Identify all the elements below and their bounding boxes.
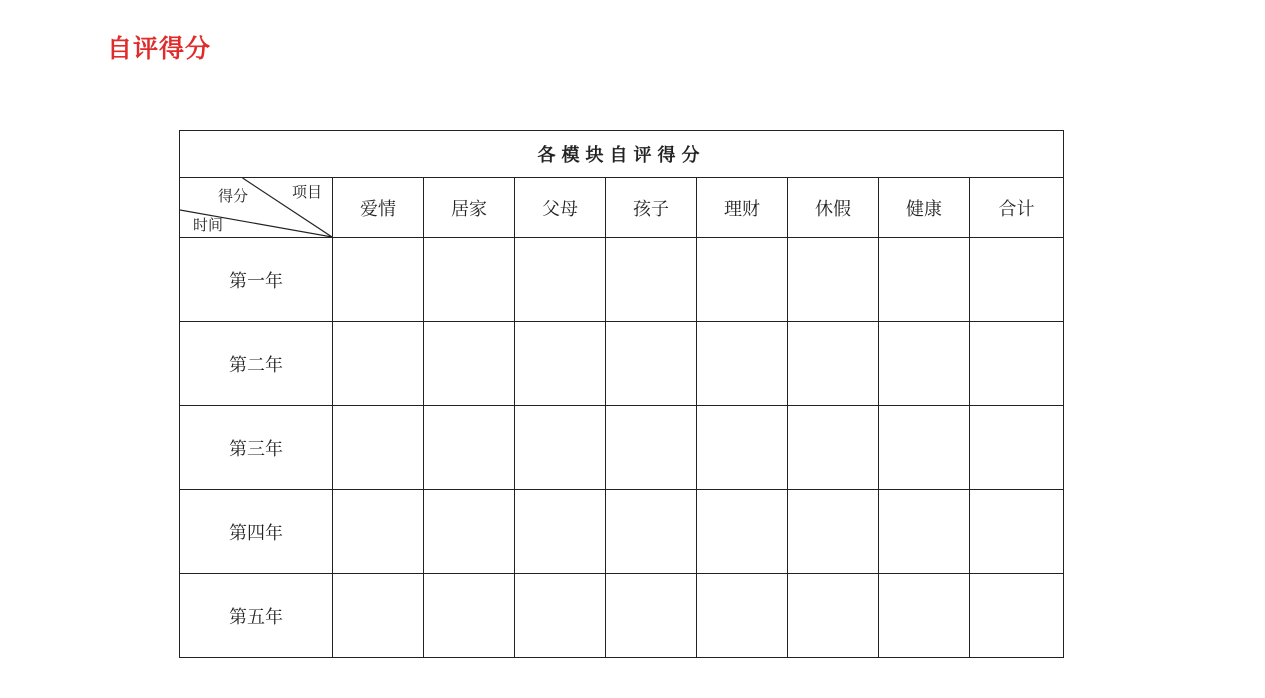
score-cell[interactable]: [606, 574, 697, 658]
score-cell[interactable]: [879, 238, 970, 322]
column-header-total: 合计: [970, 178, 1064, 238]
table-row: [180, 406, 1064, 490]
score-cell[interactable]: [333, 406, 424, 490]
table-body: [180, 238, 1064, 658]
score-cell[interactable]: [515, 490, 606, 574]
column-header-vacation: 休假: [788, 178, 879, 238]
score-cell[interactable]: [424, 574, 515, 658]
page-title: 自评得分: [107, 34, 212, 63]
score-cell[interactable]: [788, 238, 879, 322]
corner-time-label: 时间: [193, 216, 224, 234]
corner-score-label: 得分: [218, 187, 249, 205]
score-cell[interactable]: [697, 574, 788, 658]
score-cell[interactable]: [970, 406, 1064, 490]
score-cell[interactable]: [333, 238, 424, 322]
table-row: [180, 574, 1064, 658]
score-cell[interactable]: [788, 406, 879, 490]
column-header-parents: 父母: [515, 178, 606, 238]
score-cell[interactable]: [697, 238, 788, 322]
column-header-love: 爱情: [333, 178, 424, 238]
score-cell[interactable]: [333, 574, 424, 658]
score-cell[interactable]: [879, 322, 970, 406]
corner-header-cell: [180, 178, 333, 238]
table-title-row: [180, 131, 1064, 178]
score-cell[interactable]: [606, 322, 697, 406]
self-assessment-table: [179, 130, 1064, 658]
score-cell[interactable]: [606, 238, 697, 322]
score-cell[interactable]: [515, 238, 606, 322]
score-cell[interactable]: [788, 574, 879, 658]
year-label: 第四年: [180, 490, 333, 574]
table-row: [180, 490, 1064, 574]
score-cell[interactable]: [697, 490, 788, 574]
score-cell[interactable]: [970, 322, 1064, 406]
year-label: 第二年: [180, 322, 333, 406]
column-header-health: 健康: [879, 178, 970, 238]
score-cell[interactable]: [515, 406, 606, 490]
year-label: 第五年: [180, 574, 333, 658]
score-cell[interactable]: [515, 574, 606, 658]
year-label: 第三年: [180, 406, 333, 490]
score-cell[interactable]: [970, 490, 1064, 574]
score-cell[interactable]: [606, 490, 697, 574]
column-header-home: 居家: [424, 178, 515, 238]
score-cell[interactable]: [424, 490, 515, 574]
table-title: 各模块自评得分: [180, 131, 1064, 178]
column-header-finance: 理财: [697, 178, 788, 238]
table-header-row: [180, 178, 1064, 238]
score-cell[interactable]: [788, 490, 879, 574]
table-row: [180, 322, 1064, 406]
score-cell[interactable]: [424, 322, 515, 406]
score-cell[interactable]: [697, 322, 788, 406]
score-cell[interactable]: [424, 406, 515, 490]
score-cell[interactable]: [424, 238, 515, 322]
score-cell[interactable]: [333, 490, 424, 574]
score-cell[interactable]: [970, 238, 1064, 322]
column-header-children: 孩子: [606, 178, 697, 238]
score-cell[interactable]: [606, 406, 697, 490]
score-cell[interactable]: [697, 406, 788, 490]
table-row: [180, 238, 1064, 322]
score-cell[interactable]: [788, 322, 879, 406]
year-label: 第一年: [180, 238, 333, 322]
score-cell[interactable]: [879, 574, 970, 658]
score-cell[interactable]: [970, 574, 1064, 658]
score-cell[interactable]: [879, 406, 970, 490]
score-cell[interactable]: [879, 490, 970, 574]
corner-item-label: 项目: [291, 183, 322, 201]
score-cell[interactable]: [515, 322, 606, 406]
score-cell[interactable]: [333, 322, 424, 406]
